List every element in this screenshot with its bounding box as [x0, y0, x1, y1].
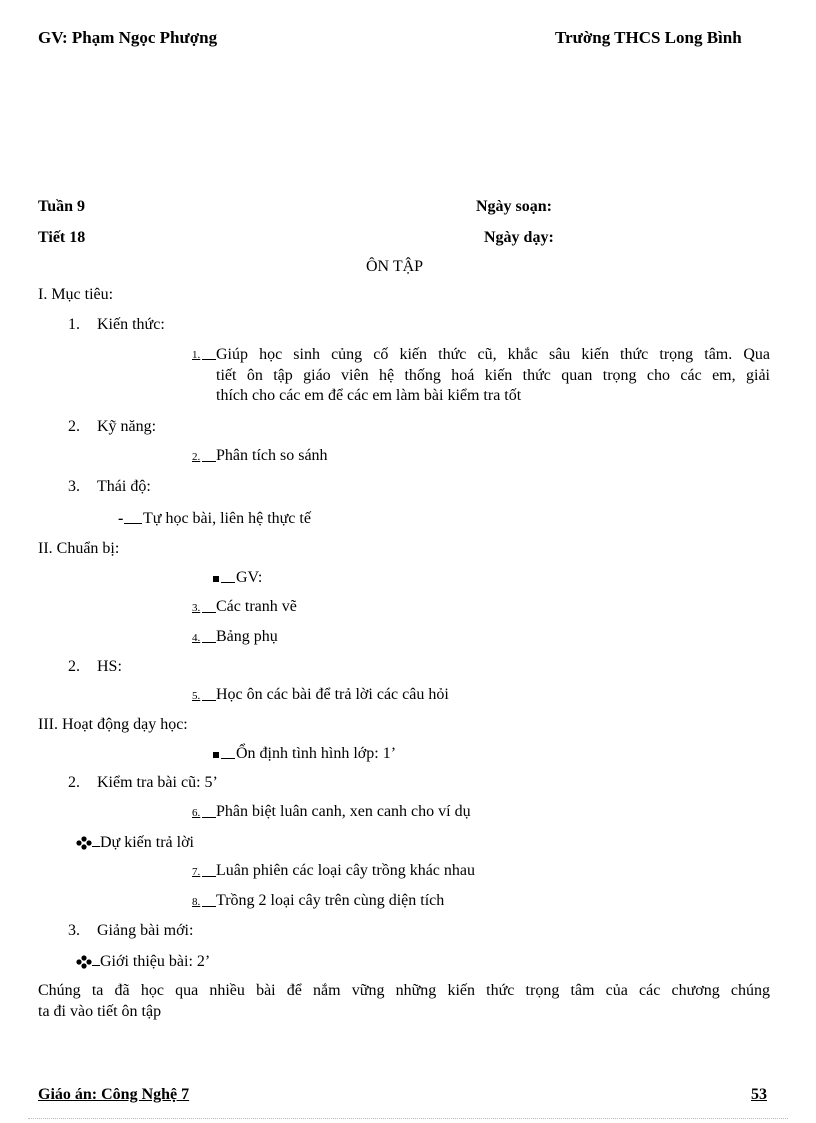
hs-item: Học ôn các bài để trả lời các câu hỏi	[216, 686, 449, 703]
prepared-date-label: Ngày soạn:	[476, 198, 553, 215]
skills-item-underline	[202, 447, 216, 468]
attitude-num: 3.	[68, 478, 80, 495]
knowledge-item-num: 1.	[192, 349, 201, 361]
attitude-label: Thái độ:	[97, 478, 151, 495]
header-school: Trường THCS Long Bình	[555, 28, 742, 47]
review-num: 2.	[68, 774, 80, 791]
header-teacher: GV: Phạm Ngọc Phượng	[38, 28, 218, 47]
review-item-underline	[202, 803, 216, 824]
gv-item-1: Các tranh vẽ	[216, 598, 297, 615]
footer-subject: Giáo án: Công Nghệ 7	[38, 1086, 190, 1103]
knowledge-num: 1.	[68, 316, 80, 333]
skills-item-num: 2.	[192, 451, 201, 463]
section3-heading: III. Hoạt động dạy học:	[38, 716, 188, 733]
answer-diamond-icon	[76, 832, 100, 853]
review-item: Phân biệt luân canh, xen canh cho ví dụ	[216, 803, 471, 820]
attitude-item: Tự học bài, liên hệ thực tế	[143, 510, 311, 527]
page-title: ÔN TẬP	[366, 258, 424, 275]
review-label: Kiểm tra bài cũ: 5’	[97, 774, 218, 791]
answer-item-1-underline	[202, 862, 216, 883]
week-label: Tuần 9	[38, 198, 85, 215]
section2-heading: II. Chuẩn bị:	[38, 540, 120, 557]
gv-item-1-num: 3.	[192, 602, 201, 614]
gv-item-2: Bảng phụ	[216, 628, 278, 645]
page-number: 53	[751, 1086, 767, 1103]
gv-item-2-underline	[202, 628, 216, 649]
section1-heading: I. Mục tiêu:	[38, 286, 114, 303]
period-label: Tiết 18	[38, 229, 86, 246]
answer-item-2: Trồng 2 loại cây trên cùng diện tích	[216, 892, 445, 909]
attitude-bullet-underline	[124, 509, 142, 530]
answer-item-2-underline	[202, 892, 216, 913]
attitude-bullet: -	[118, 510, 124, 527]
intro-diamond-icon	[76, 951, 100, 972]
review-item-num: 6.	[192, 807, 201, 819]
answer-item-2-num: 8.	[192, 896, 201, 908]
knowledge-label: Kiến thức:	[97, 316, 165, 333]
hs-item-num: 5.	[192, 690, 201, 702]
hs-label: HS:	[97, 658, 122, 675]
hs-num: 2.	[68, 658, 80, 675]
intro-paragraph-line-1: Chúng ta đã học qua nhiều bài để nắm vững những kiến thức trọng tâm của các chương chúng	[38, 982, 770, 999]
intro-paragraph-line-2: ta đi vào tiết ôn tập	[38, 1003, 162, 1020]
stabilize-square-bullet	[213, 744, 235, 765]
skills-item: Phân tích so sánh	[216, 447, 328, 464]
answer-item-1-num: 7.	[192, 866, 201, 878]
knowledge-line-3: thích cho các em để các em làm bài kiểm tra tốt	[216, 387, 522, 404]
answer-label: Dự kiến trả lời	[100, 834, 194, 851]
taught-date-label: Ngày dạy:	[484, 229, 554, 246]
answer-item-1: Luân phiên các loại cây trồng khác nhau	[216, 862, 475, 879]
newlesson-label: Giảng bài mới:	[97, 922, 194, 939]
knowledge-line-2: tiết ôn tập giáo viên hệ thống hoá kiến thức quan trọng cho các em, giải	[216, 367, 770, 384]
newlesson-num: 3.	[68, 922, 80, 939]
skills-label: Kỹ năng:	[97, 418, 157, 435]
gv-square-bullet	[213, 568, 235, 589]
gv-item-1-underline	[202, 598, 216, 619]
gv-label: GV:	[236, 569, 263, 586]
gv-item-2-num: 4.	[192, 632, 201, 644]
hs-item-underline	[202, 686, 216, 707]
intro-label: Giới thiệu bài: 2’	[100, 953, 211, 970]
knowledge-line-1: Giúp học sinh củng cố kiến thức cũ, khắc sâu kiến thức trọng tâm. Qua	[216, 346, 770, 363]
skills-num: 2.	[68, 418, 80, 435]
knowledge-item-underline	[202, 345, 216, 366]
footer-rule	[28, 1118, 788, 1119]
stabilize-item: Ổn định tình hình lớp: 1’	[236, 745, 397, 762]
